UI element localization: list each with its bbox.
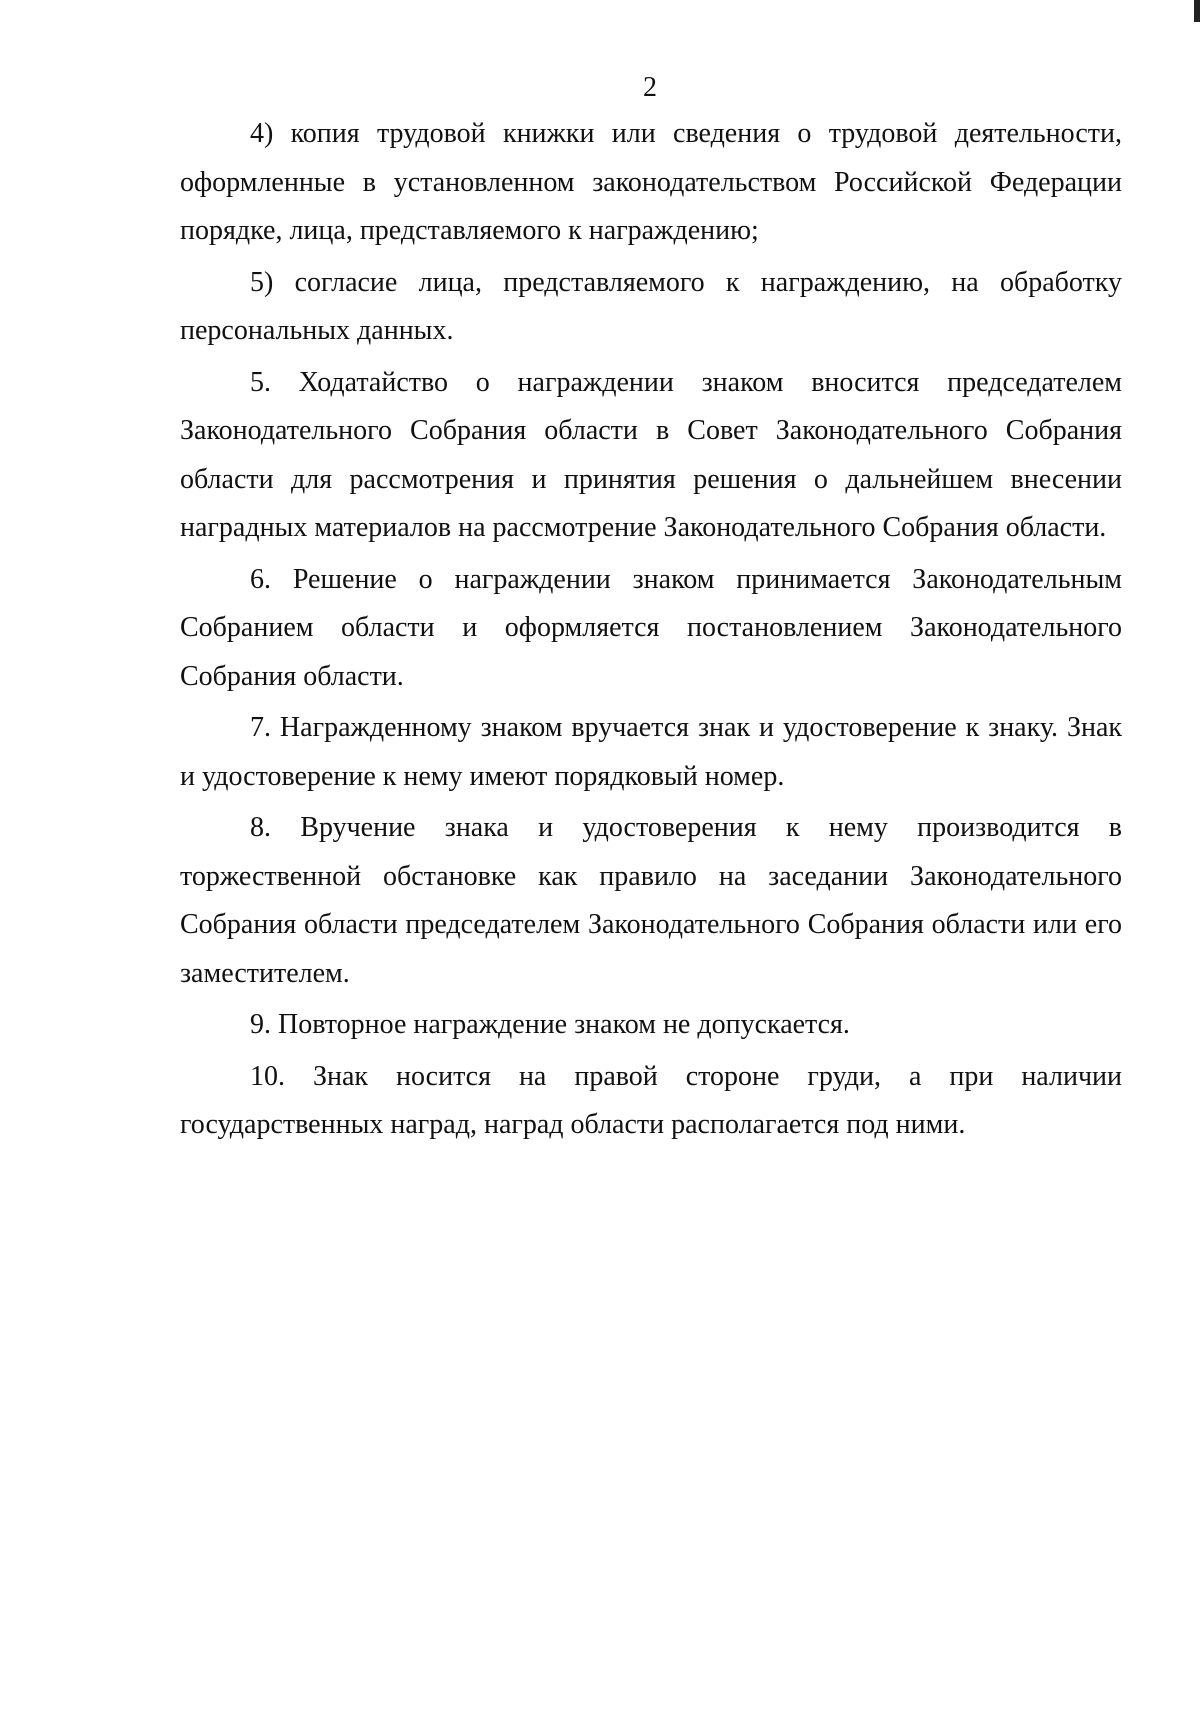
paragraph-section-5: 5. Ходатайство о награждении знаком вносится председателем Законодательного Собрания области в Совет Законодательного Собрания области для рассмотрения и принятия решения о дальнейшем внесении наградных материалов на рассмотрение Законодательного Собрания области. <box>180 366 1122 543</box>
paragraph-section-8: 8. Вручение знака и удостоверения к нему производится в торжественной обстановке как правило на заседании Законодательного Собрания области председателем Законодательного Собрания области или его заместителем. <box>180 812 1122 989</box>
paragraph-item-4: 4) копия трудовой книжки или сведения о трудовой деятельности, оформленные в установленном законодательством Российской Федерации порядке, лица, представляемого к награждению; <box>180 118 1122 246</box>
paragraph-section-6: 6. Решение о награждении знаком принимается Законодательным Собранием области и оформляется постановлением Законодательного Собрания области. <box>180 563 1122 692</box>
scan-edge-mark <box>1194 0 1200 22</box>
document-body <box>180 110 1122 1153</box>
page-number: 2 <box>643 72 657 103</box>
paragraph-section-7: 7. Награжденному знаком вручается знак и удостоверение к знаку. Знак и удостоверение к нему имеют порядковый номер. <box>180 712 1122 792</box>
paragraph-item-5: 5) согласие лица, представляемого к награждению, на обработку персональных данных. <box>180 266 1122 346</box>
paragraph-section-10: 10. Знак носится на правой стороне груди, а при наличии государственных наград, наград области располагается под ними. <box>180 1060 1122 1140</box>
paragraph-section-9: 9. Повторное награждение знаком не допускается. <box>250 1009 850 1040</box>
